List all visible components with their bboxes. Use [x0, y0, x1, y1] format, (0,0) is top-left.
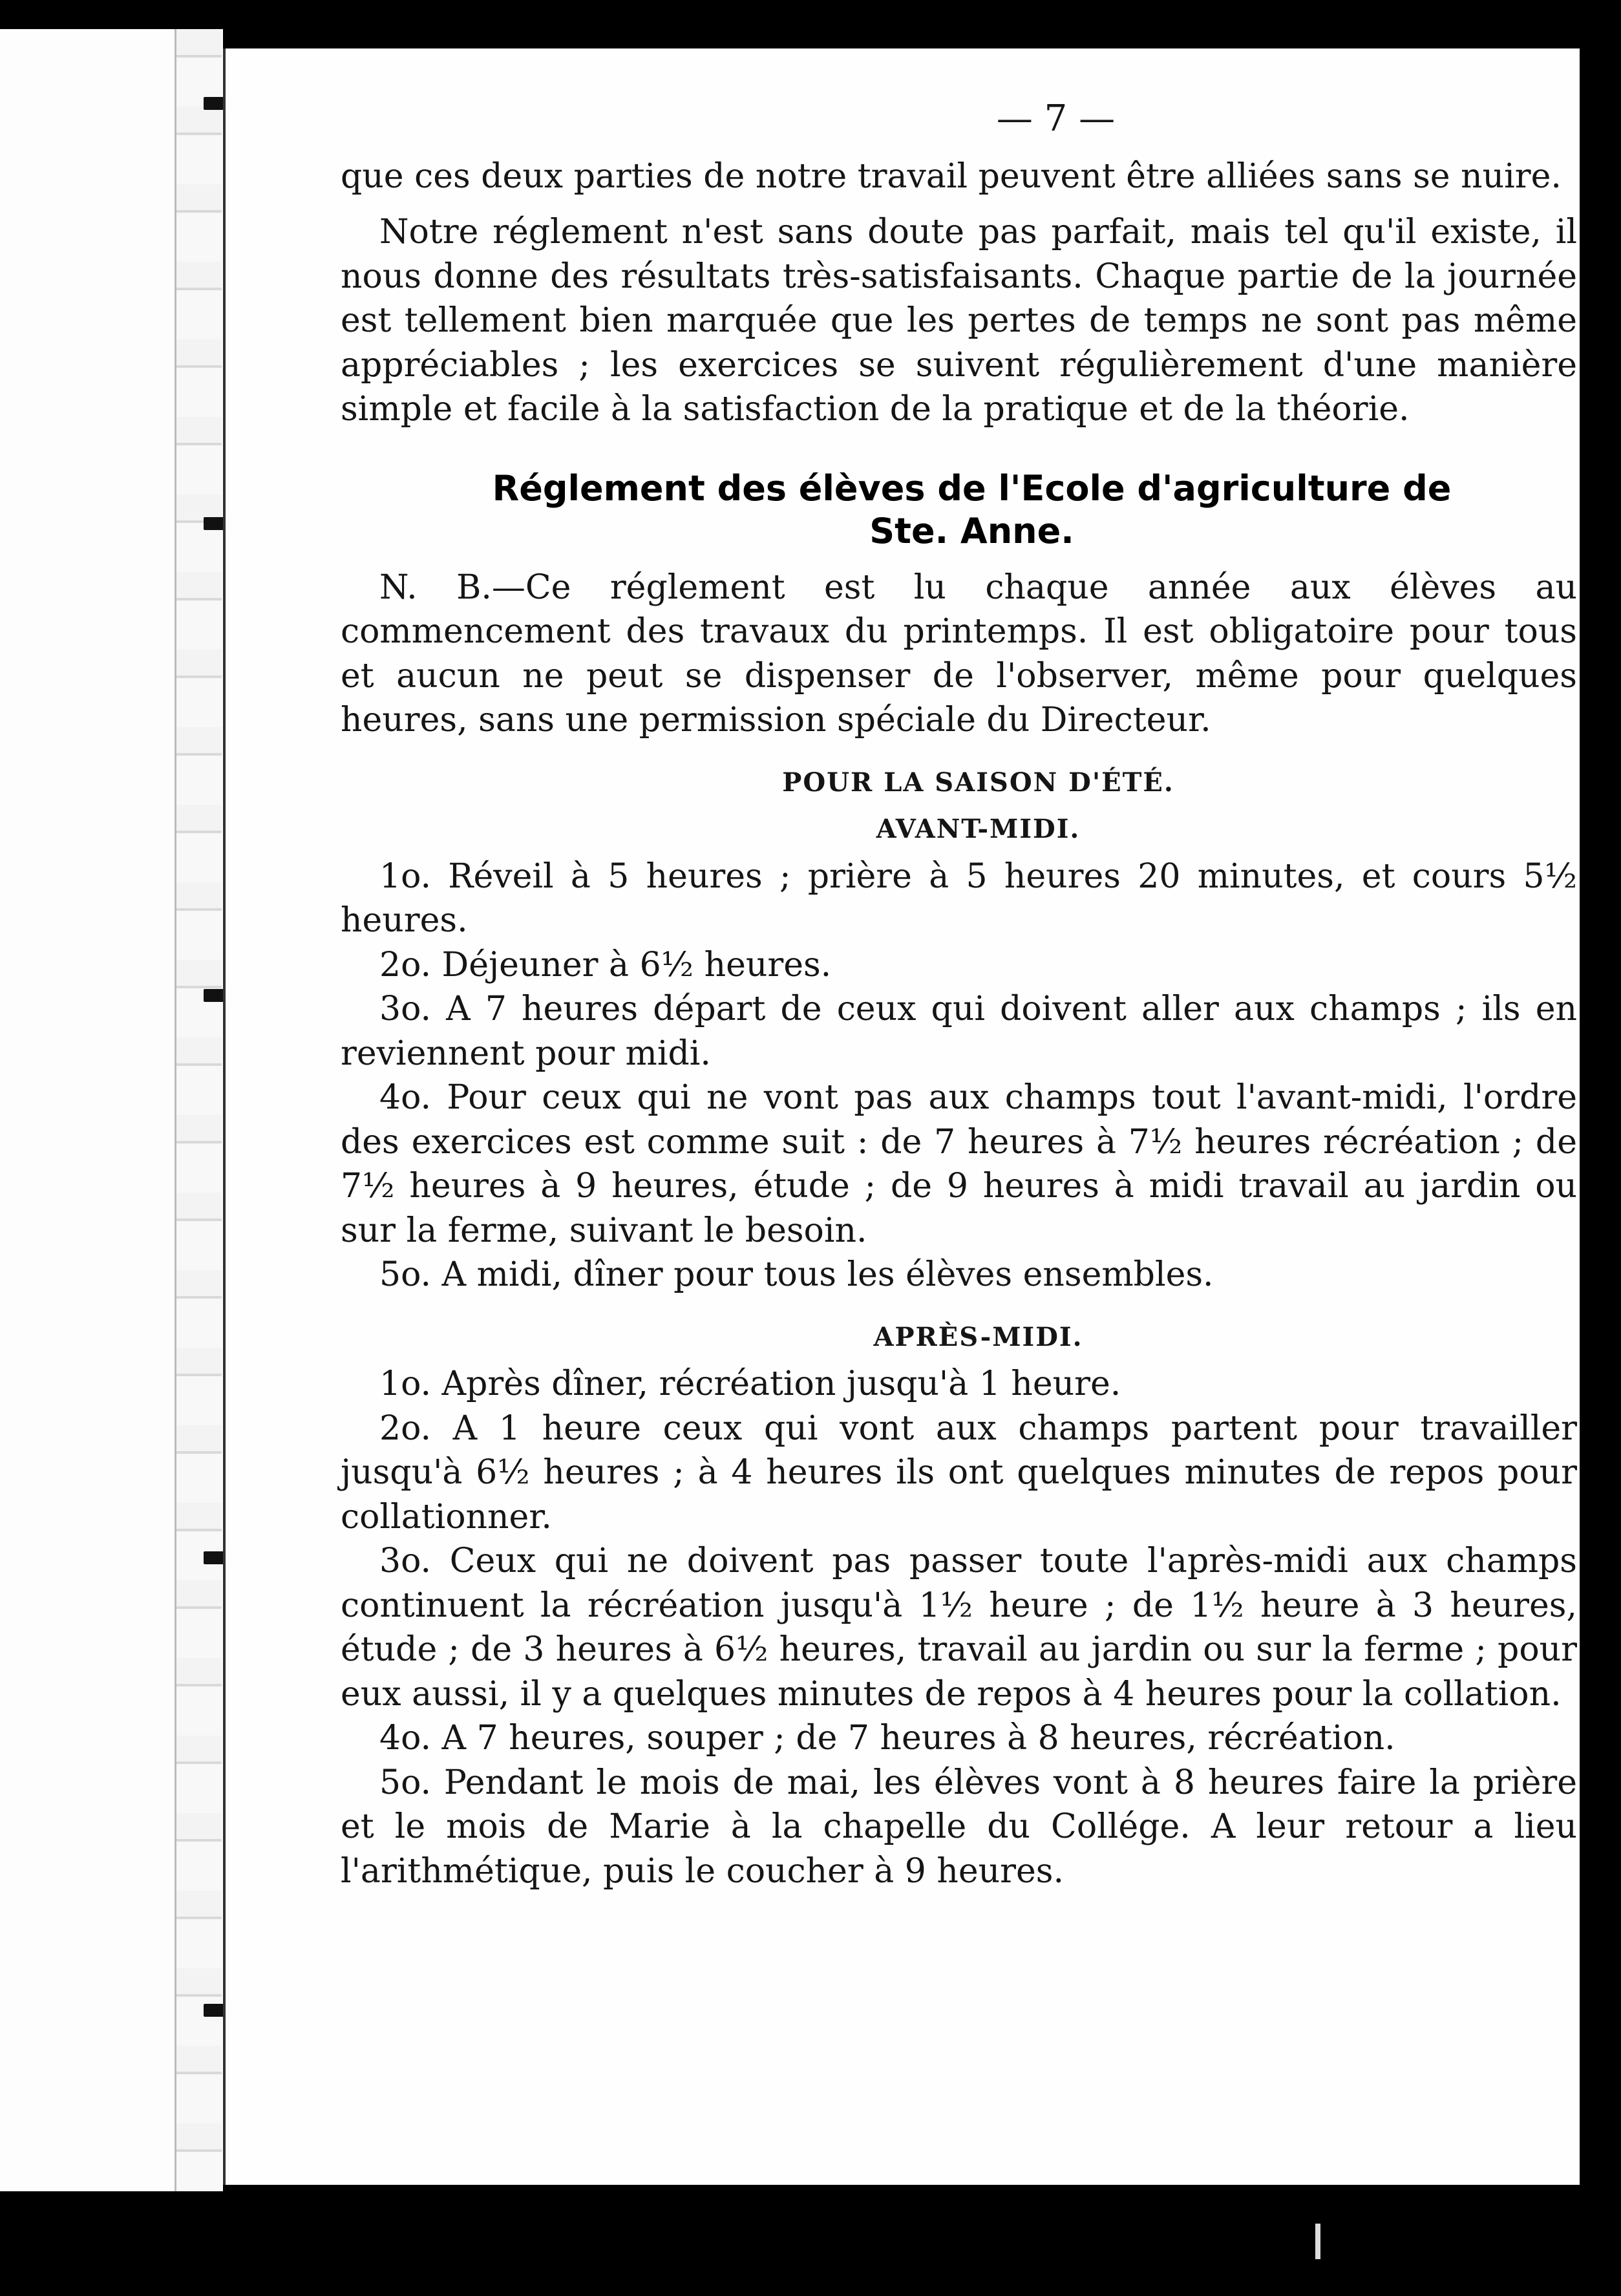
- morning-item: 5o. A midi, dîner pour tous les élèves ensembles.: [379, 1255, 1214, 1294]
- morning-heading: AVANT-MIDI.: [876, 814, 1081, 844]
- left-page-binding: [0, 29, 223, 2191]
- afternoon-item: 3o. Ceux qui ne doivent pas passer toute l'après-midi aux champs continuent la récréation jusqu'à 1½ heure ; de 1½ heure à 3 heures, étude ; de 3 heures à 6½ heures, travail au jardin ou sur la ferme ; pour eux aussi, il y a quelques minutes de repos à 4 heures pour la collation.: [341, 1542, 1577, 1714]
- afternoon-item: 5o. Pendant le mois de mai, les élèves vont à 8 heures faire la prière et le mois de Marie à la chapelle du Collége. A leur retour a lieu l'arithmétique, puis le coucher à 9 heures.: [341, 1763, 1577, 1891]
- nb-paragraph: N. B.—Ce réglement est lu chaque année aux élèves au commencement des travaux du printemps. Il est obligatoire pour tous et aucun ne peut se dispenser de l'observer, même pour quelques heures, sans une permission spéciale du Directeur.: [341, 568, 1577, 739]
- season-heading: POUR LA SAISON D'ÉTÉ.: [782, 767, 1174, 798]
- regulation-title-line2: Ste. Anne.: [869, 510, 1074, 551]
- intro-paragraph: que ces deux parties de notre travail peuvent être alliées sans se nuire.: [341, 156, 1562, 196]
- scan-mark: [1315, 2224, 1320, 2259]
- morning-item: 2o. Déjeuner à 6½ heures.: [379, 945, 832, 984]
- afternoon-heading: APRÈS-MIDI.: [873, 1321, 1083, 1352]
- regulation-title: [341, 467, 1577, 553]
- morning-item: 3o. A 7 heures départ de ceux qui doivent aller aux champs ; ils en reviennent pour midi.: [341, 990, 1577, 1073]
- intro-paragraph: Notre réglement n'est sans doute pas parfait, mais tel qu'il existe, il nous donne des résultats très-satisfaisants. Chaque partie de la journée est tellement bien marquée que les pertes de temps ne sont pas même appréciables ; les exercices se suivent régulièrement d'une manière simple et facile à la satisfaction de la pratique et de la théorie.: [341, 213, 1577, 429]
- afternoon-item: 1o. Après dîner, récréation jusqu'à 1 heure.: [379, 1365, 1121, 1403]
- page-text: [341, 97, 1577, 1893]
- page-number: — 7 —: [996, 98, 1116, 140]
- regulation-title-line1: Réglement des élèves de l'Ecole d'agriculture de: [492, 467, 1452, 509]
- morning-item: 4o. Pour ceux qui ne vont pas aux champs tout l'avant-midi, l'ordre des exercices est comme suit : de 7 heures à 7½ heures récréation ; de 7½ heures à 9 heures, étude ; de 9 heures à midi travail au jardin ou sur la ferme, suivant le besoin.: [341, 1078, 1577, 1250]
- binding-edge: [175, 29, 222, 2191]
- morning-item: 1o. Réveil à 5 heures ; prière à 5 heures 20 minutes, et cours 5½ heures.: [341, 856, 1577, 940]
- afternoon-item: 2o. A 1 heure ceux qui vont aux champs partent pour travailler jusqu'à 6½ heures ; à 4 heures ils ont quelques minutes de repos pour collationner.: [341, 1408, 1577, 1536]
- afternoon-item: 4o. A 7 heures, souper ; de 7 heures à 8 heures, récréation.: [379, 1719, 1395, 1758]
